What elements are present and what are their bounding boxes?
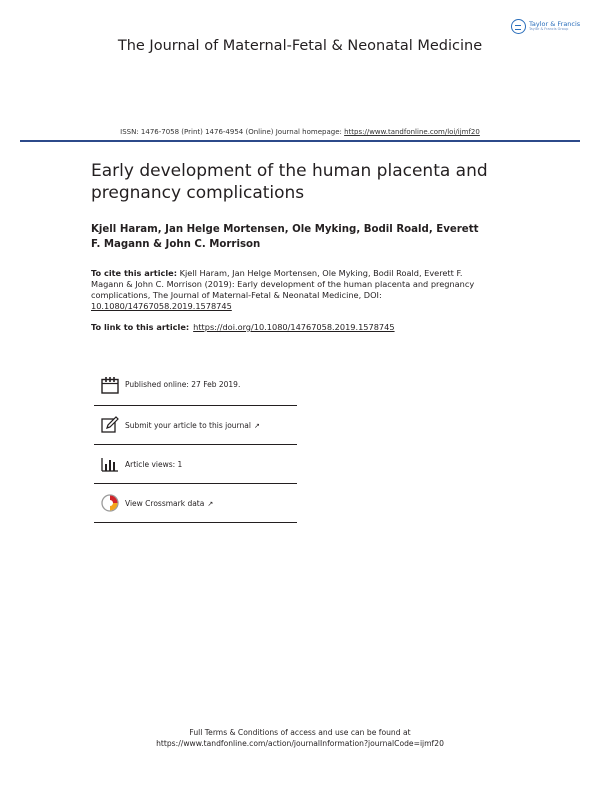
header-divider xyxy=(20,140,580,142)
crossmark-icon xyxy=(100,493,120,513)
taylor-francis-logo-icon xyxy=(511,19,526,34)
issn-line xyxy=(0,128,600,136)
citation-block xyxy=(91,268,481,312)
publisher-logo[interactable] xyxy=(511,15,583,37)
citation-doi-link[interactable]: 10.1080/14767058.2019.1578745 xyxy=(91,301,232,311)
external-link-icon: ↗ xyxy=(207,499,214,508)
citation-text: Kjell Haram, Jan Helge Mortensen, Ole Myking, Bodil Roald, Everett F. Magann & John C. Morrison (2019): Early development of the human placenta and pregnancy complications, The Journal of Maternal-Fetal & Neonatal Medicine, DOI: xyxy=(91,268,475,300)
article-link-url[interactable]: https://doi.org/10.1080/14767058.2019.1578745 xyxy=(193,322,395,332)
logo-tagline: Taylor & Francis Group xyxy=(529,27,569,31)
issn-text: ISSN: 1476-7058 (Print) 1476-4954 (Online) Journal homepage: xyxy=(120,128,342,136)
article-authors: Kjell Haram, Jan Helge Mortensen, Ole Myking, Bodil Roald, Everett F. Magann & John C. Morrison xyxy=(91,224,479,250)
submit-article-label: Submit your article to this journal xyxy=(125,420,251,430)
citation-label: To cite this article: xyxy=(91,268,177,278)
footer-terms-text: Full Terms & Conditions of access and use can be found at xyxy=(189,728,411,737)
footer xyxy=(0,727,600,749)
article-views: Article views: 1 xyxy=(125,459,183,469)
article-title: Early development of the human placenta and pregnancy complications xyxy=(91,161,488,203)
article-link-label: To link to this article: xyxy=(91,322,190,332)
article-views-row xyxy=(94,445,297,484)
published-row xyxy=(94,364,297,406)
logo-name: Taylor & Francis xyxy=(529,19,581,28)
edit-icon xyxy=(100,415,120,435)
logo-text xyxy=(529,21,580,32)
crossmark-row[interactable] xyxy=(94,484,297,523)
footer-terms-link[interactable]: https://www.tandfonline.com/action/journalInformation?journalCode=ijmf20 xyxy=(156,739,444,748)
external-link-icon: ↗ xyxy=(253,421,260,430)
calendar-icon xyxy=(100,375,120,395)
submit-article-link[interactable] xyxy=(125,421,260,430)
published-date: Published online: 27 Feb 2019. xyxy=(125,380,241,389)
bar-chart-icon xyxy=(100,454,120,474)
journal-homepage-link[interactable]: https://www.tandfonline.com/loi/ijmf20 xyxy=(344,128,480,136)
submit-article-row[interactable] xyxy=(94,406,297,445)
crossmark-link[interactable] xyxy=(125,499,213,508)
article-link-line xyxy=(91,322,511,333)
journal-title: The Journal of Maternal-Fetal & Neonatal Medicine xyxy=(117,38,483,54)
crossmark-label: View Crossmark data xyxy=(125,498,205,508)
article-info-box xyxy=(94,364,297,523)
